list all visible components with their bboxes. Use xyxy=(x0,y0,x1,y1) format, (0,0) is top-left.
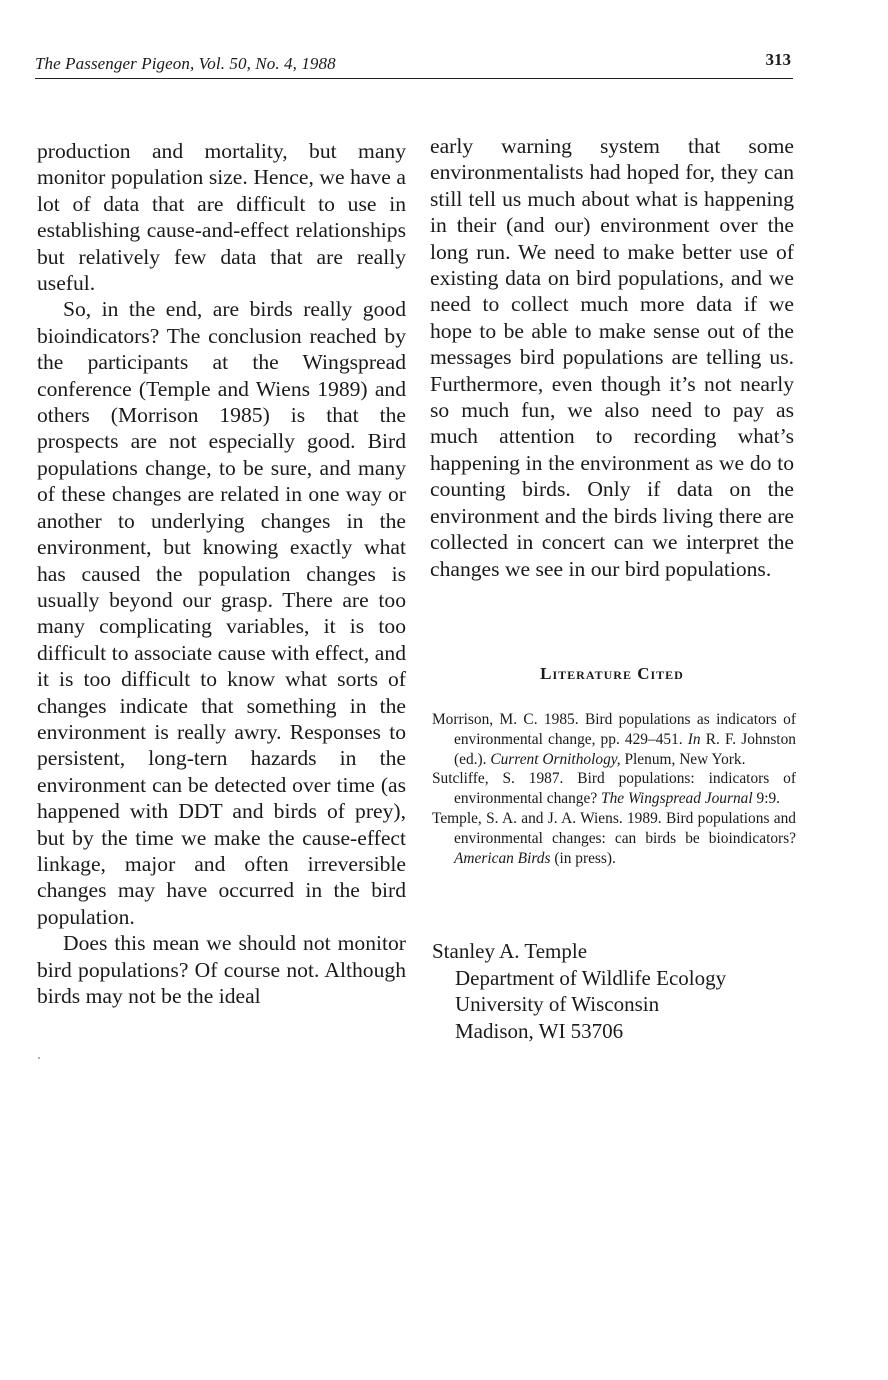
author-address: Madison, WI 53706 xyxy=(455,1018,624,1043)
reference-authors: Temple, S. A. and J. A. Wiens. 1989. Bird populations and environmental changes: can birds be bioindicators? xyxy=(432,809,796,847)
author-name: Stanley A. Temple xyxy=(432,939,588,963)
reference-source: American Birds xyxy=(454,849,551,867)
reference-authors: Sutcliffe, S. 1987. Bird populations: indicators of environmental change? xyxy=(432,770,796,808)
right-column xyxy=(430,133,794,582)
reference-list xyxy=(432,710,796,868)
journal-citation: The Passenger Pigeon, Vol. 50, No. 4, 1988 xyxy=(35,54,336,73)
left-column xyxy=(37,138,406,1009)
reference-temple-wiens xyxy=(432,809,796,868)
running-head xyxy=(35,48,793,79)
author-department: Department of Wildlife Ecology xyxy=(455,965,727,990)
reference-morrison xyxy=(432,710,796,769)
author-block xyxy=(432,938,792,1044)
body-paragraph-1: production and mortality, but many monitor population size. Hence, we have a lot of data that are difficult to use in establishing cause-and-effect relationships but relatively few data that are really useful. xyxy=(37,139,406,296)
print-speck xyxy=(38,1057,40,1059)
body-paragraph-3: Does this mean we should not monitor bird populations? Of course not. Although birds may not be the ideal xyxy=(37,931,406,1008)
reference-source: The Wingspread Journal xyxy=(601,790,753,808)
page-number: 313 xyxy=(765,50,791,69)
reference-editor: R. F. Johnston (ed.). xyxy=(454,730,796,768)
literature-cited-heading: Literature Cited xyxy=(540,664,684,683)
reference-publisher: Plenum, New York. xyxy=(624,750,746,768)
reference-authors: Morrison, M. C. 1985. Bird populations as indicators of environmental change, pp. 429–451. xyxy=(432,711,796,748)
reference-in: In xyxy=(687,730,701,748)
author-university: University of Wisconsin xyxy=(455,992,660,1017)
reference-source: Current Ornithology, xyxy=(490,750,621,768)
body-paragraph-4: early warning system that some environmentalists had hoped for, they can still tell us much about what is happening in their (and our) environment over the long run. We need to make better use of existing data on bird populations, and we need to collect much more data if we hope to be able to make sense out of the messages bird populations are telling us. Furthermore, even though it’s not nearly so much fun, we also need to pay as much attention to recording what’s happening in the environment as we do to counting birds. Only if data on the environment and the birds living there are collected in concert can we interpret the changes we see in our bird populations. xyxy=(430,134,794,581)
reference-volume: 9:9. xyxy=(756,790,781,808)
reference-status: (in press). xyxy=(554,849,616,867)
body-paragraph-2: So, in the end, are birds really good bioindicators? The conclusion reached by the participants at the Wingspread conference (Temple and Wiens 1989) and others (Morrison 1985) is that the prospects are not especially good. Bird populations change, to be sure, and many of these changes are related in one way or another to underlying changes in the environment, but knowing exactly what has caused the population changes is usually beyond our grasp. There are too many complicating variables, it is too difficult to associate cause with effect, and it is too difficult to know what sorts of changes indicate that something in the environment is really awry. Responses to persistent, long-tern hazards in the environment can be detected over time (as happened with DDT and birds of prey), but by the time we make the cause-effect linkage, major and often irreversible changes may have occurred in the bird population. xyxy=(37,297,406,929)
reference-sutcliffe xyxy=(432,769,796,809)
